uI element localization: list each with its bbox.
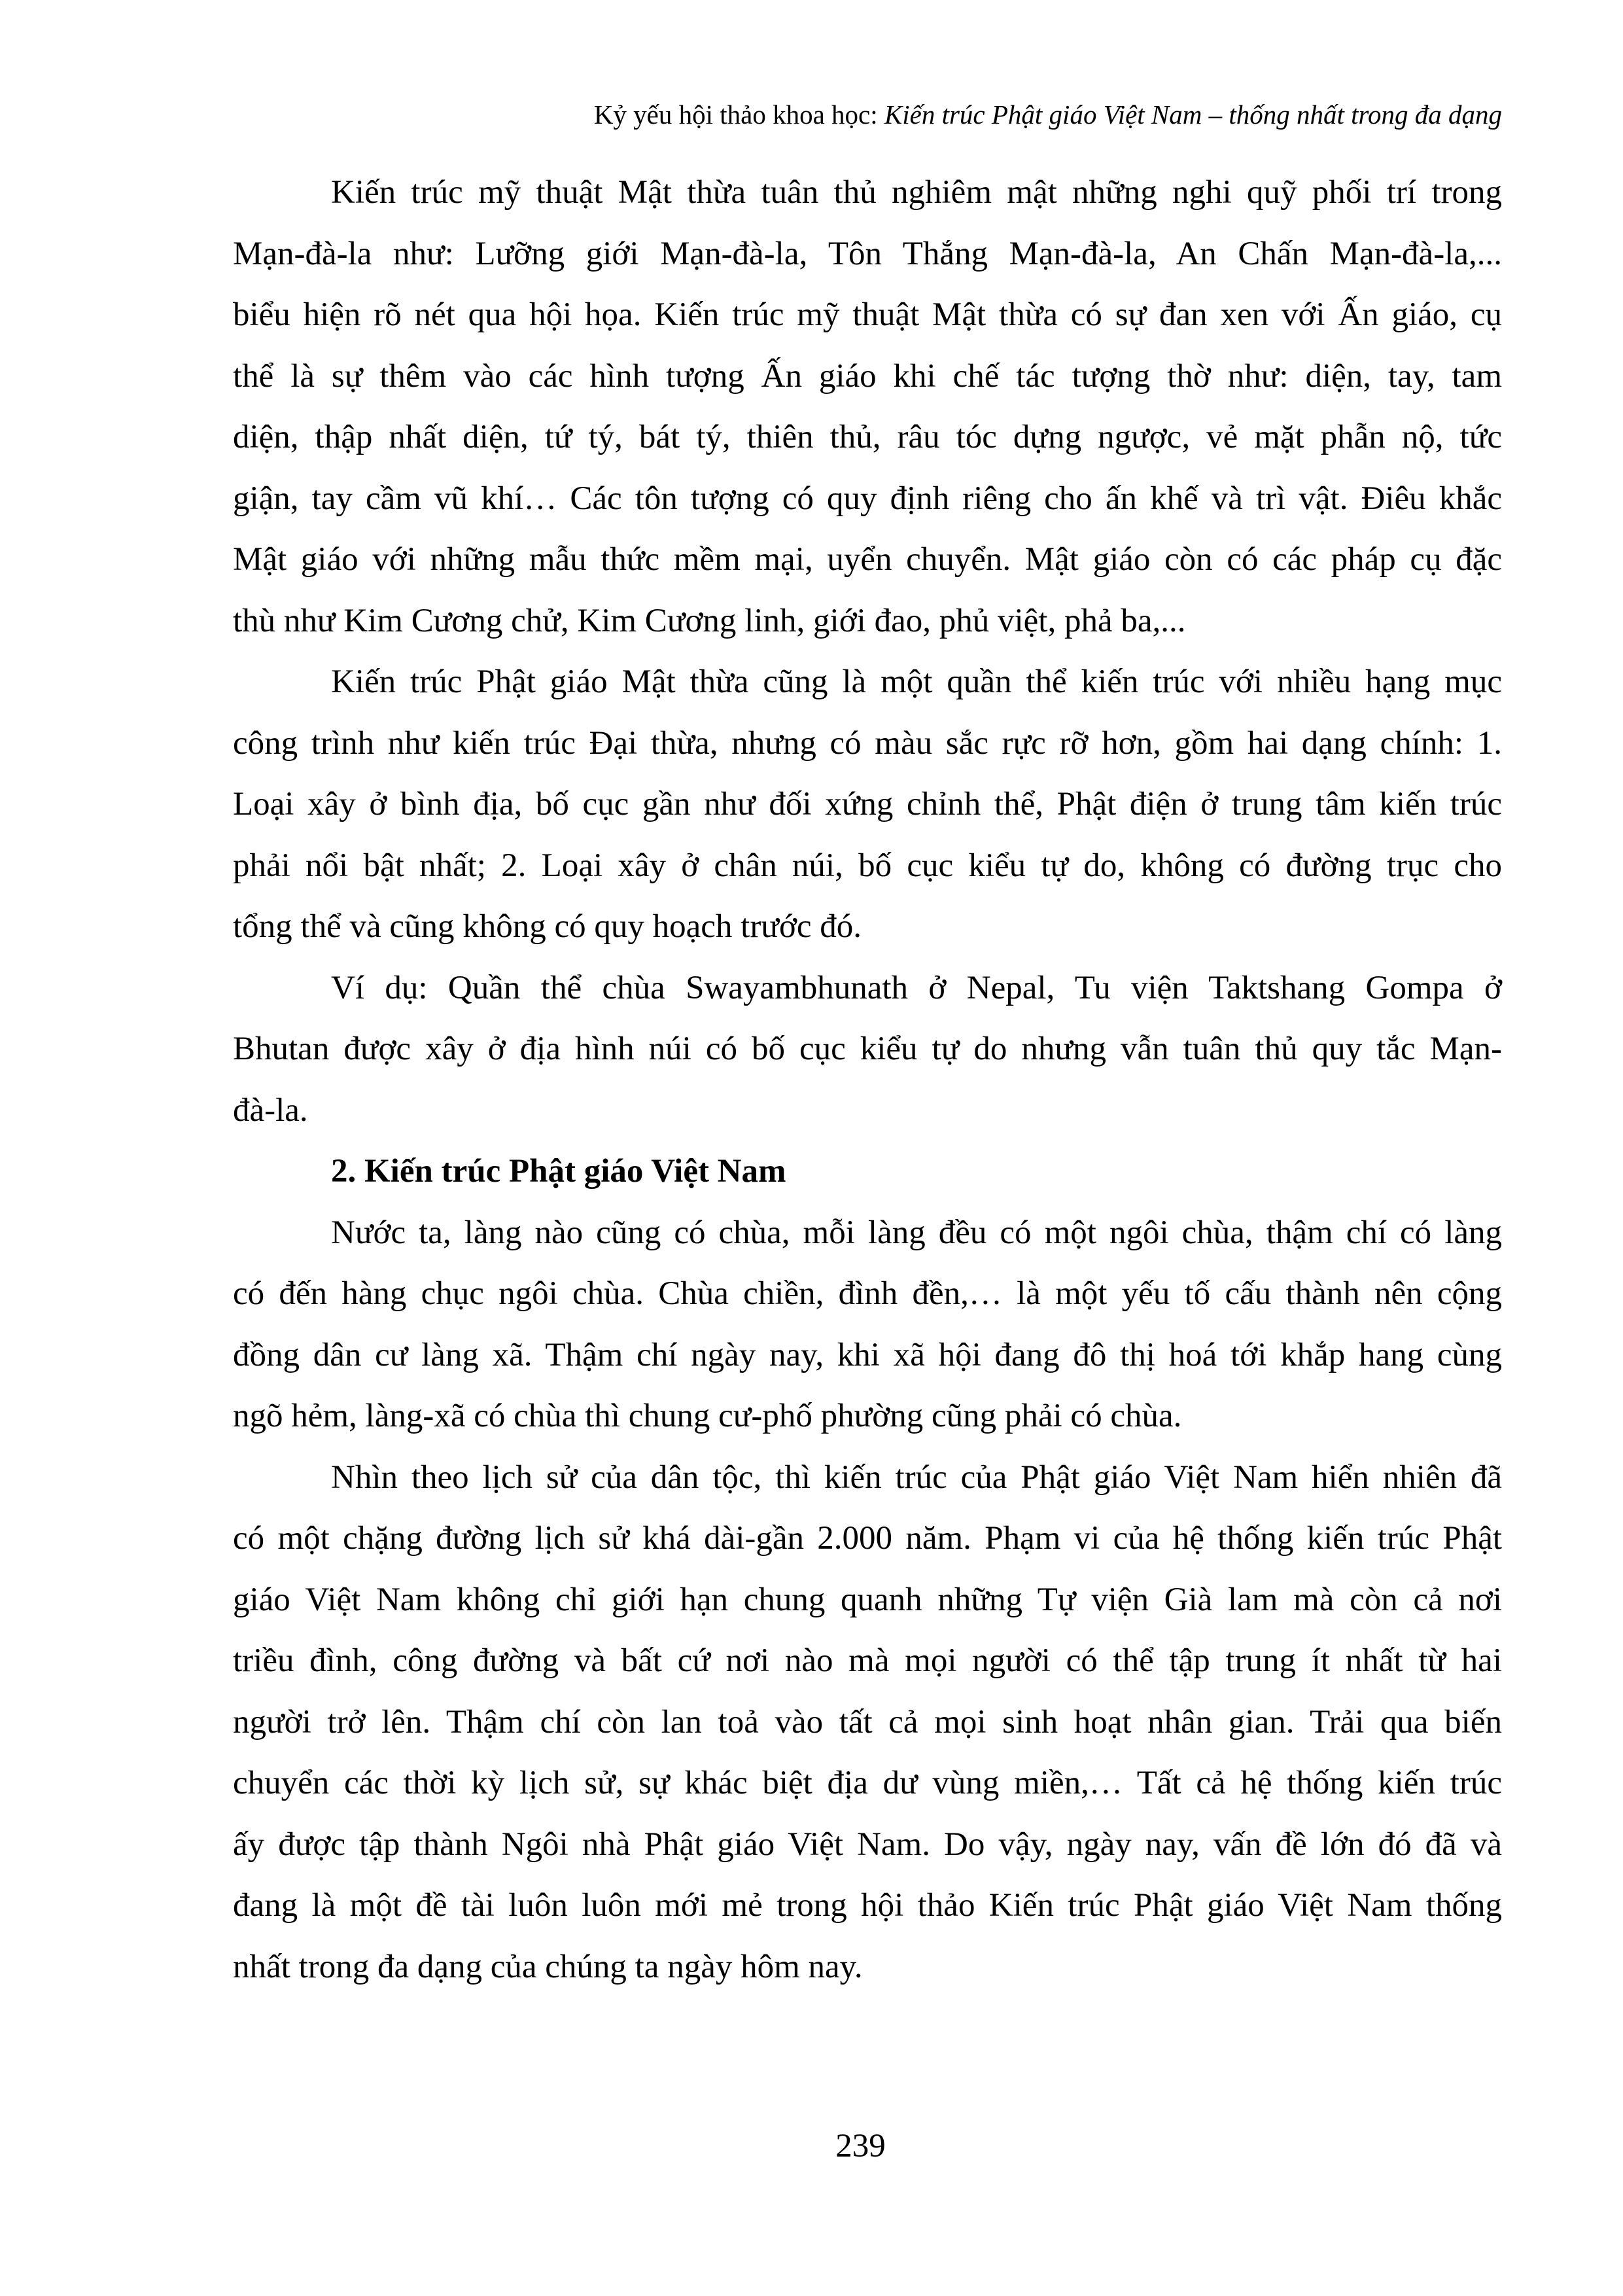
text-line: Kiến trúc mỹ thuật Mật thừa tuân thủ nghiêm mật những nghi quỹ phối trí trong (331, 174, 1502, 211)
text-line: diện, thập nhất diện, tứ tý, bát tý, thiên thủ, râu tóc dựng ngược, vẻ mặt phẫn nộ, tức (233, 419, 1502, 455)
section-heading: 2. Kiến trúc Phật giáo Việt Nam (331, 1153, 786, 1190)
text-line: có đến hàng chục ngôi chùa. Chùa chiền, đình đền,… là một yếu tố cấu thành nên cộng (233, 1275, 1502, 1312)
text-line: biểu hiện rõ nét qua hội họa. Kiến trúc mỹ thuật Mật thừa có sự đan xen với Ấn giáo, cụ (233, 296, 1502, 333)
text-line: đà-la. (233, 1091, 308, 1129)
text-line: Kiến trúc Phật giáo Mật thừa cũng là một quần thể kiến trúc với nhiều hạng mục (331, 663, 1502, 700)
text-line: Loại xây ở bình địa, bố cục gần như đối xứng chỉnh thể, Phật điện ở trung tâm kiến trúc (233, 786, 1502, 822)
text-line: Nhìn theo lịch sử của dân tộc, thì kiến trúc của Phật giáo Việt Nam hiển nhiên đã (331, 1458, 1502, 1496)
text-line: Mật giáo với những mẫu thức mềm mại, uyển chuyển. Mật giáo còn có các pháp cụ đặc (233, 541, 1502, 578)
text-line: phải nổi bật nhất; 2. Loại xây ở chân núi, bố cục kiểu tự do, không có đường trục cho (233, 847, 1502, 884)
text-line: Bhutan được xây ở địa hình núi có bố cục kiểu tự do nhưng vẫn tuân thủ quy tắc Mạn- (233, 1031, 1502, 1067)
paragraph (233, 1447, 1502, 1998)
text-line: đang là một đề tài luôn luôn mới mẻ trong hội thảo Kiến trúc Phật giáo Việt Nam thống (233, 1887, 1502, 1924)
text-line: thù như Kim Cương chử, Kim Cương linh, giới đao, phủ việt, phả ba,... (233, 602, 1186, 639)
text-line: chuyển các thời kỳ lịch sử, sự khác biệt địa dư vùng miền,… Tất cả hệ thống kiến trúc (233, 1765, 1502, 1801)
text-line: Mạn-đà-la như: Lưỡng giới Mạn-đà-la, Tôn Thắng Mạn-đà-la, An Chấn Mạn-đà-la,... (233, 235, 1502, 272)
text-line: người trở lên. Thậm chí còn lan toả vào tất cả mọi sinh hoạt nhân gian. Trải qua biến (233, 1703, 1502, 1740)
text-line: công trình như kiến trúc Đại thừa, nhưng có màu sắc rực rỡ hơn, gồm hai dạng chính: 1. (233, 724, 1502, 762)
text-line: đồng dân cư làng xã. Thậm chí ngày nay, khi xã hội đang đô thị hoá tới khắp hang cùng (233, 1336, 1502, 1373)
paragraph (233, 162, 1502, 652)
text-line: Nước ta, làng nào cũng có chùa, mỗi làng đều có một ngôi chùa, thậm chí có làng (331, 1214, 1502, 1251)
paragraph (233, 652, 1502, 958)
paragraph (233, 1203, 1502, 1447)
text-line: ấy được tập thành Ngôi nhà Phật giáo Việt Nam. Do vậy, ngày nay, vấn đề lớn đó đã và (233, 1826, 1502, 1863)
text-line: ngõ hẻm, làng-xã có chùa thì chung cư-phố phường cũng phải có chùa. (233, 1398, 1182, 1434)
paragraph (233, 958, 1502, 1142)
text-line: tổng thể và cũng không có quy hoạch trước đó. (233, 908, 862, 945)
text-line: nhất trong đa dạng của chúng ta ngày hôm nay. (233, 1948, 863, 1985)
running-header (594, 98, 1502, 131)
text-line: triều đình, công đường và bất cứ nơi nào mà mọi người có thể tập trung ít nhất từ hai (233, 1642, 1502, 1679)
page-number: 239 (835, 2128, 886, 2164)
body-text (233, 162, 1502, 1998)
text-line: giáo Việt Nam không chỉ giới hạn chung quanh những Tự viện Già lam mà còn cả nơi (233, 1581, 1502, 1618)
text-line: Ví dụ: Quần thể chùa Swayambhunath ở Nepal, Tu viện Taktshang Gompa ở (331, 969, 1502, 1006)
text-line: thể là sự thêm vào các hình tượng Ấn giáo khi chế tác tượng thờ như: diện, tay, tam (233, 357, 1502, 395)
running-header-prefix: Kỷ yếu hội thảo khoa học: (593, 99, 884, 130)
text-line: giận, tay cầm vũ khí… Các tôn tượng có quy định riêng cho ấn khế và trì vật. Điêu khắc (233, 480, 1502, 517)
text-line: có một chặng đường lịch sử khá dài-gần 2.000 năm. Phạm vi của hệ thống kiến trúc Phật (233, 1520, 1502, 1557)
running-header-title: Kiến trúc Phật giáo Việt Nam – thống nhất trong đa dạng (884, 99, 1502, 130)
